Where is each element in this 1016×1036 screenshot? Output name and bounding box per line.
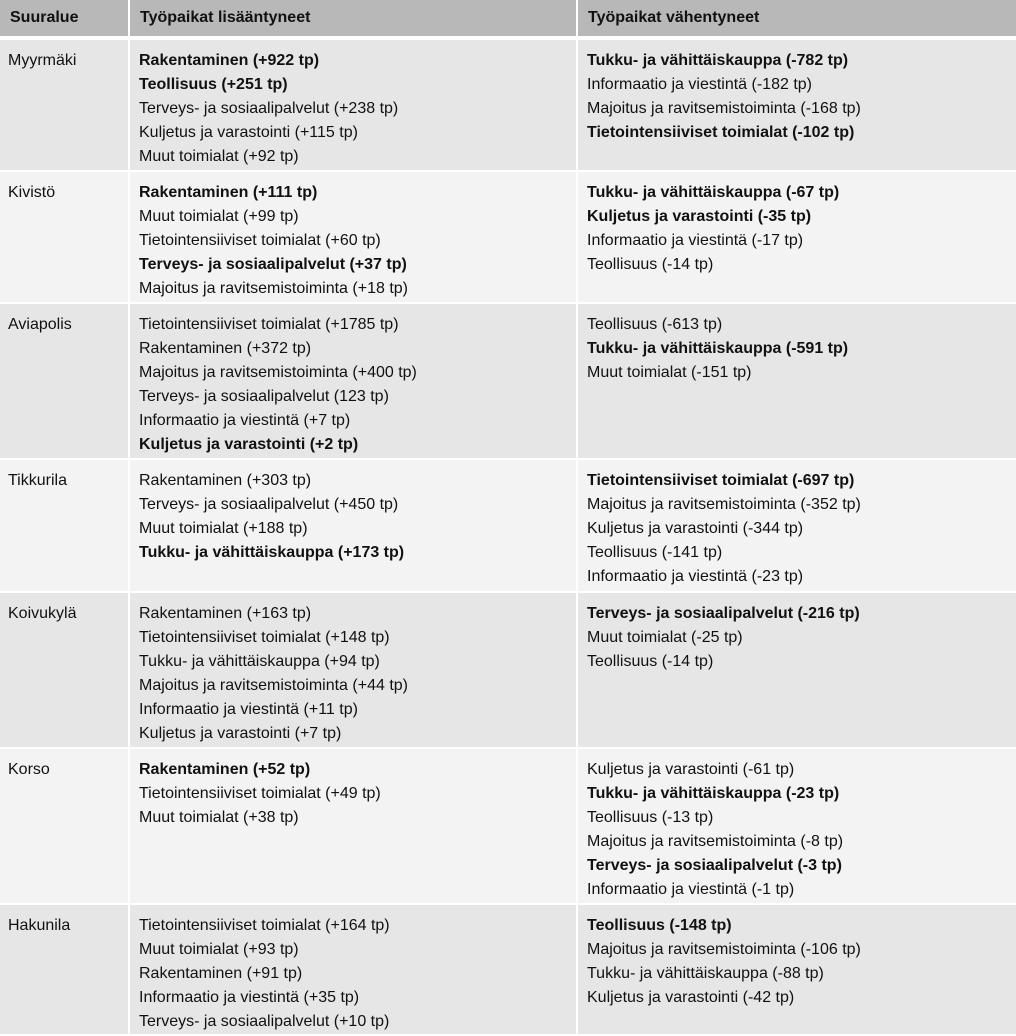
table-body — [0, 38, 1016, 1035]
industry-item: Tietointensiiviset toimialat (+148 tp) — [139, 629, 390, 646]
industry-item: Muut toimialat (+99 tp) — [139, 208, 299, 225]
industry-item: Kuljetus ja varastointi (-61 tp) — [587, 761, 795, 778]
industry-item: Tietointensiiviset toimialat (-697 tp) — [587, 472, 855, 489]
header-decreased: Työpaikat vähentyneet — [577, 0, 1016, 38]
industry-item: Terveys- ja sosiaalipalvelut (+450 tp) — [139, 496, 399, 513]
table-row — [0, 459, 1016, 592]
industry-item: Kuljetus ja varastointi (+7 tp) — [139, 725, 342, 742]
industry-item: Kuljetus ja varastointi (-35 tp) — [587, 208, 812, 225]
industry-item: Teollisuus (-613 tp) — [587, 316, 723, 333]
industry-item: Teollisuus (+251 tp) — [139, 76, 288, 93]
industry-item: Rakentaminen (+91 tp) — [139, 965, 303, 982]
industry-item: Muut toimialat (+93 tp) — [139, 941, 299, 958]
increased-cell — [129, 38, 577, 171]
industry-item: Tukku- ja vähittäiskauppa (-782 tp) — [587, 52, 849, 69]
area-cell: Kivistö — [0, 171, 129, 303]
industry-item: Tietointensiiviset toimialat (-102 tp) — [587, 124, 855, 141]
industry-item: Tukku- ja vähittäiskauppa (-88 tp) — [587, 965, 824, 982]
industry-item: Tukku- ja vähittäiskauppa (-23 tp) — [587, 785, 840, 802]
industry-item: Tukku- ja vähittäiskauppa (+94 tp) — [139, 653, 380, 670]
industry-item: Rakentaminen (+372 tp) — [139, 340, 312, 357]
area-cell: Koivukylä — [0, 592, 129, 748]
industry-item: Muut toimialat (+188 tp) — [139, 520, 308, 537]
industry-item: Majoitus ja ravitsemistoiminta (-352 tp) — [587, 496, 861, 513]
header-row — [0, 0, 1016, 38]
decreased-cell — [577, 592, 1016, 748]
table-row — [0, 38, 1016, 171]
industry-item: Majoitus ja ravitsemistoiminta (-106 tp) — [587, 941, 861, 958]
table-row — [0, 748, 1016, 904]
decreased-cell — [577, 171, 1016, 303]
industry-item: Informaatio ja viestintä (+11 tp) — [139, 701, 358, 718]
industry-item: Tietointensiiviset toimialat (+1785 tp) — [139, 316, 399, 333]
industry-item: Majoitus ja ravitsemistoiminta (+18 tp) — [139, 280, 408, 297]
industry-item: Majoitus ja ravitsemistoiminta (+44 tp) — [139, 677, 408, 694]
decreased-cell — [577, 904, 1016, 1035]
decreased-cell — [577, 459, 1016, 592]
industry-item: Terveys- ja sosiaalipalvelut (+238 tp) — [139, 100, 399, 117]
increased-cell — [129, 171, 577, 303]
table-row — [0, 904, 1016, 1035]
area-cell: Myyrmäki — [0, 38, 129, 171]
table-row — [0, 592, 1016, 748]
industry-item: Informaatio ja viestintä (+7 tp) — [139, 412, 351, 429]
industry-item: Terveys- ja sosiaalipalvelut (+37 tp) — [139, 256, 407, 273]
decreased-cell — [577, 38, 1016, 171]
increased-cell — [129, 748, 577, 904]
industry-item: Informaatio ja viestintä (-23 tp) — [587, 568, 804, 585]
increased-cell — [129, 303, 577, 459]
industry-item: Muut toimialat (-25 tp) — [587, 629, 743, 646]
table-row — [0, 303, 1016, 459]
industry-item: Rakentaminen (+303 tp) — [139, 472, 312, 489]
header-area: Suuralue — [0, 0, 129, 38]
industry-item: Teollisuus (-14 tp) — [587, 653, 714, 670]
industry-item: Tukku- ja vähittäiskauppa (+173 tp) — [139, 544, 405, 561]
industry-item: Rakentaminen (+52 tp) — [139, 761, 311, 778]
industry-item: Majoitus ja ravitsemistoiminta (-168 tp) — [587, 100, 861, 117]
header-increased: Työpaikat lisääntyneet — [129, 0, 577, 38]
industry-item: Teollisuus (-148 tp) — [587, 917, 732, 934]
industry-item: Tietointensiiviset toimialat (+164 tp) — [139, 917, 390, 934]
increased-cell — [129, 904, 577, 1035]
industry-item: Muut toimialat (-151 tp) — [587, 364, 752, 381]
industry-item: Informaatio ja viestintä (-182 tp) — [587, 76, 812, 93]
area-cell: Korso — [0, 748, 129, 904]
industry-item: Kuljetus ja varastointi (-42 tp) — [587, 989, 795, 1006]
industry-item: Teollisuus (-141 tp) — [587, 544, 723, 561]
area-cell: Aviapolis — [0, 303, 129, 459]
table-row — [0, 171, 1016, 303]
increased-cell — [129, 459, 577, 592]
decreased-cell — [577, 303, 1016, 459]
industry-item: Kuljetus ja varastointi (-344 tp) — [587, 520, 804, 537]
area-cell: Tikkurila — [0, 459, 129, 592]
industry-item: Rakentaminen (+163 tp) — [139, 605, 312, 622]
increased-cell — [129, 592, 577, 748]
industry-item: Tietointensiiviset toimialat (+49 tp) — [139, 785, 381, 802]
industry-item: Informaatio ja viestintä (+35 tp) — [139, 989, 360, 1006]
industry-item: Teollisuus (-13 tp) — [587, 809, 714, 826]
industry-item: Majoitus ja ravitsemistoiminta (-8 tp) — [587, 833, 844, 850]
industry-item: Informaatio ja viestintä (-17 tp) — [587, 232, 804, 249]
industry-item: Tukku- ja vähittäiskauppa (-67 tp) — [587, 184, 840, 201]
industry-item: Majoitus ja ravitsemistoiminta (+400 tp) — [139, 364, 417, 381]
industry-item: Rakentaminen (+922 tp) — [139, 52, 320, 69]
industry-item: Teollisuus (-14 tp) — [587, 256, 714, 273]
industry-item: Muut toimialat (+92 tp) — [139, 148, 299, 165]
decreased-cell — [577, 748, 1016, 904]
industry-item: Informaatio ja viestintä (-1 tp) — [587, 881, 795, 898]
industry-item: Terveys- ja sosiaalipalvelut (+10 tp) — [139, 1013, 390, 1030]
industry-item: Kuljetus ja varastointi (+2 tp) — [139, 436, 359, 453]
industry-item: Terveys- ja sosiaalipalvelut (-3 tp) — [587, 857, 842, 874]
area-cell: Hakunila — [0, 904, 129, 1035]
industry-item: Rakentaminen (+111 tp) — [139, 184, 318, 201]
industry-item: Kuljetus ja varastointi (+115 tp) — [139, 124, 358, 141]
industry-item: Tietointensiiviset toimialat (+60 tp) — [139, 232, 381, 249]
industry-item: Terveys- ja sosiaalipalvelut (123 tp) — [139, 388, 389, 405]
industry-item: Muut toimialat (+38 tp) — [139, 809, 299, 826]
industry-item: Tukku- ja vähittäiskauppa (-591 tp) — [587, 340, 849, 357]
industry-item: Terveys- ja sosiaalipalvelut (-216 tp) — [587, 605, 860, 622]
